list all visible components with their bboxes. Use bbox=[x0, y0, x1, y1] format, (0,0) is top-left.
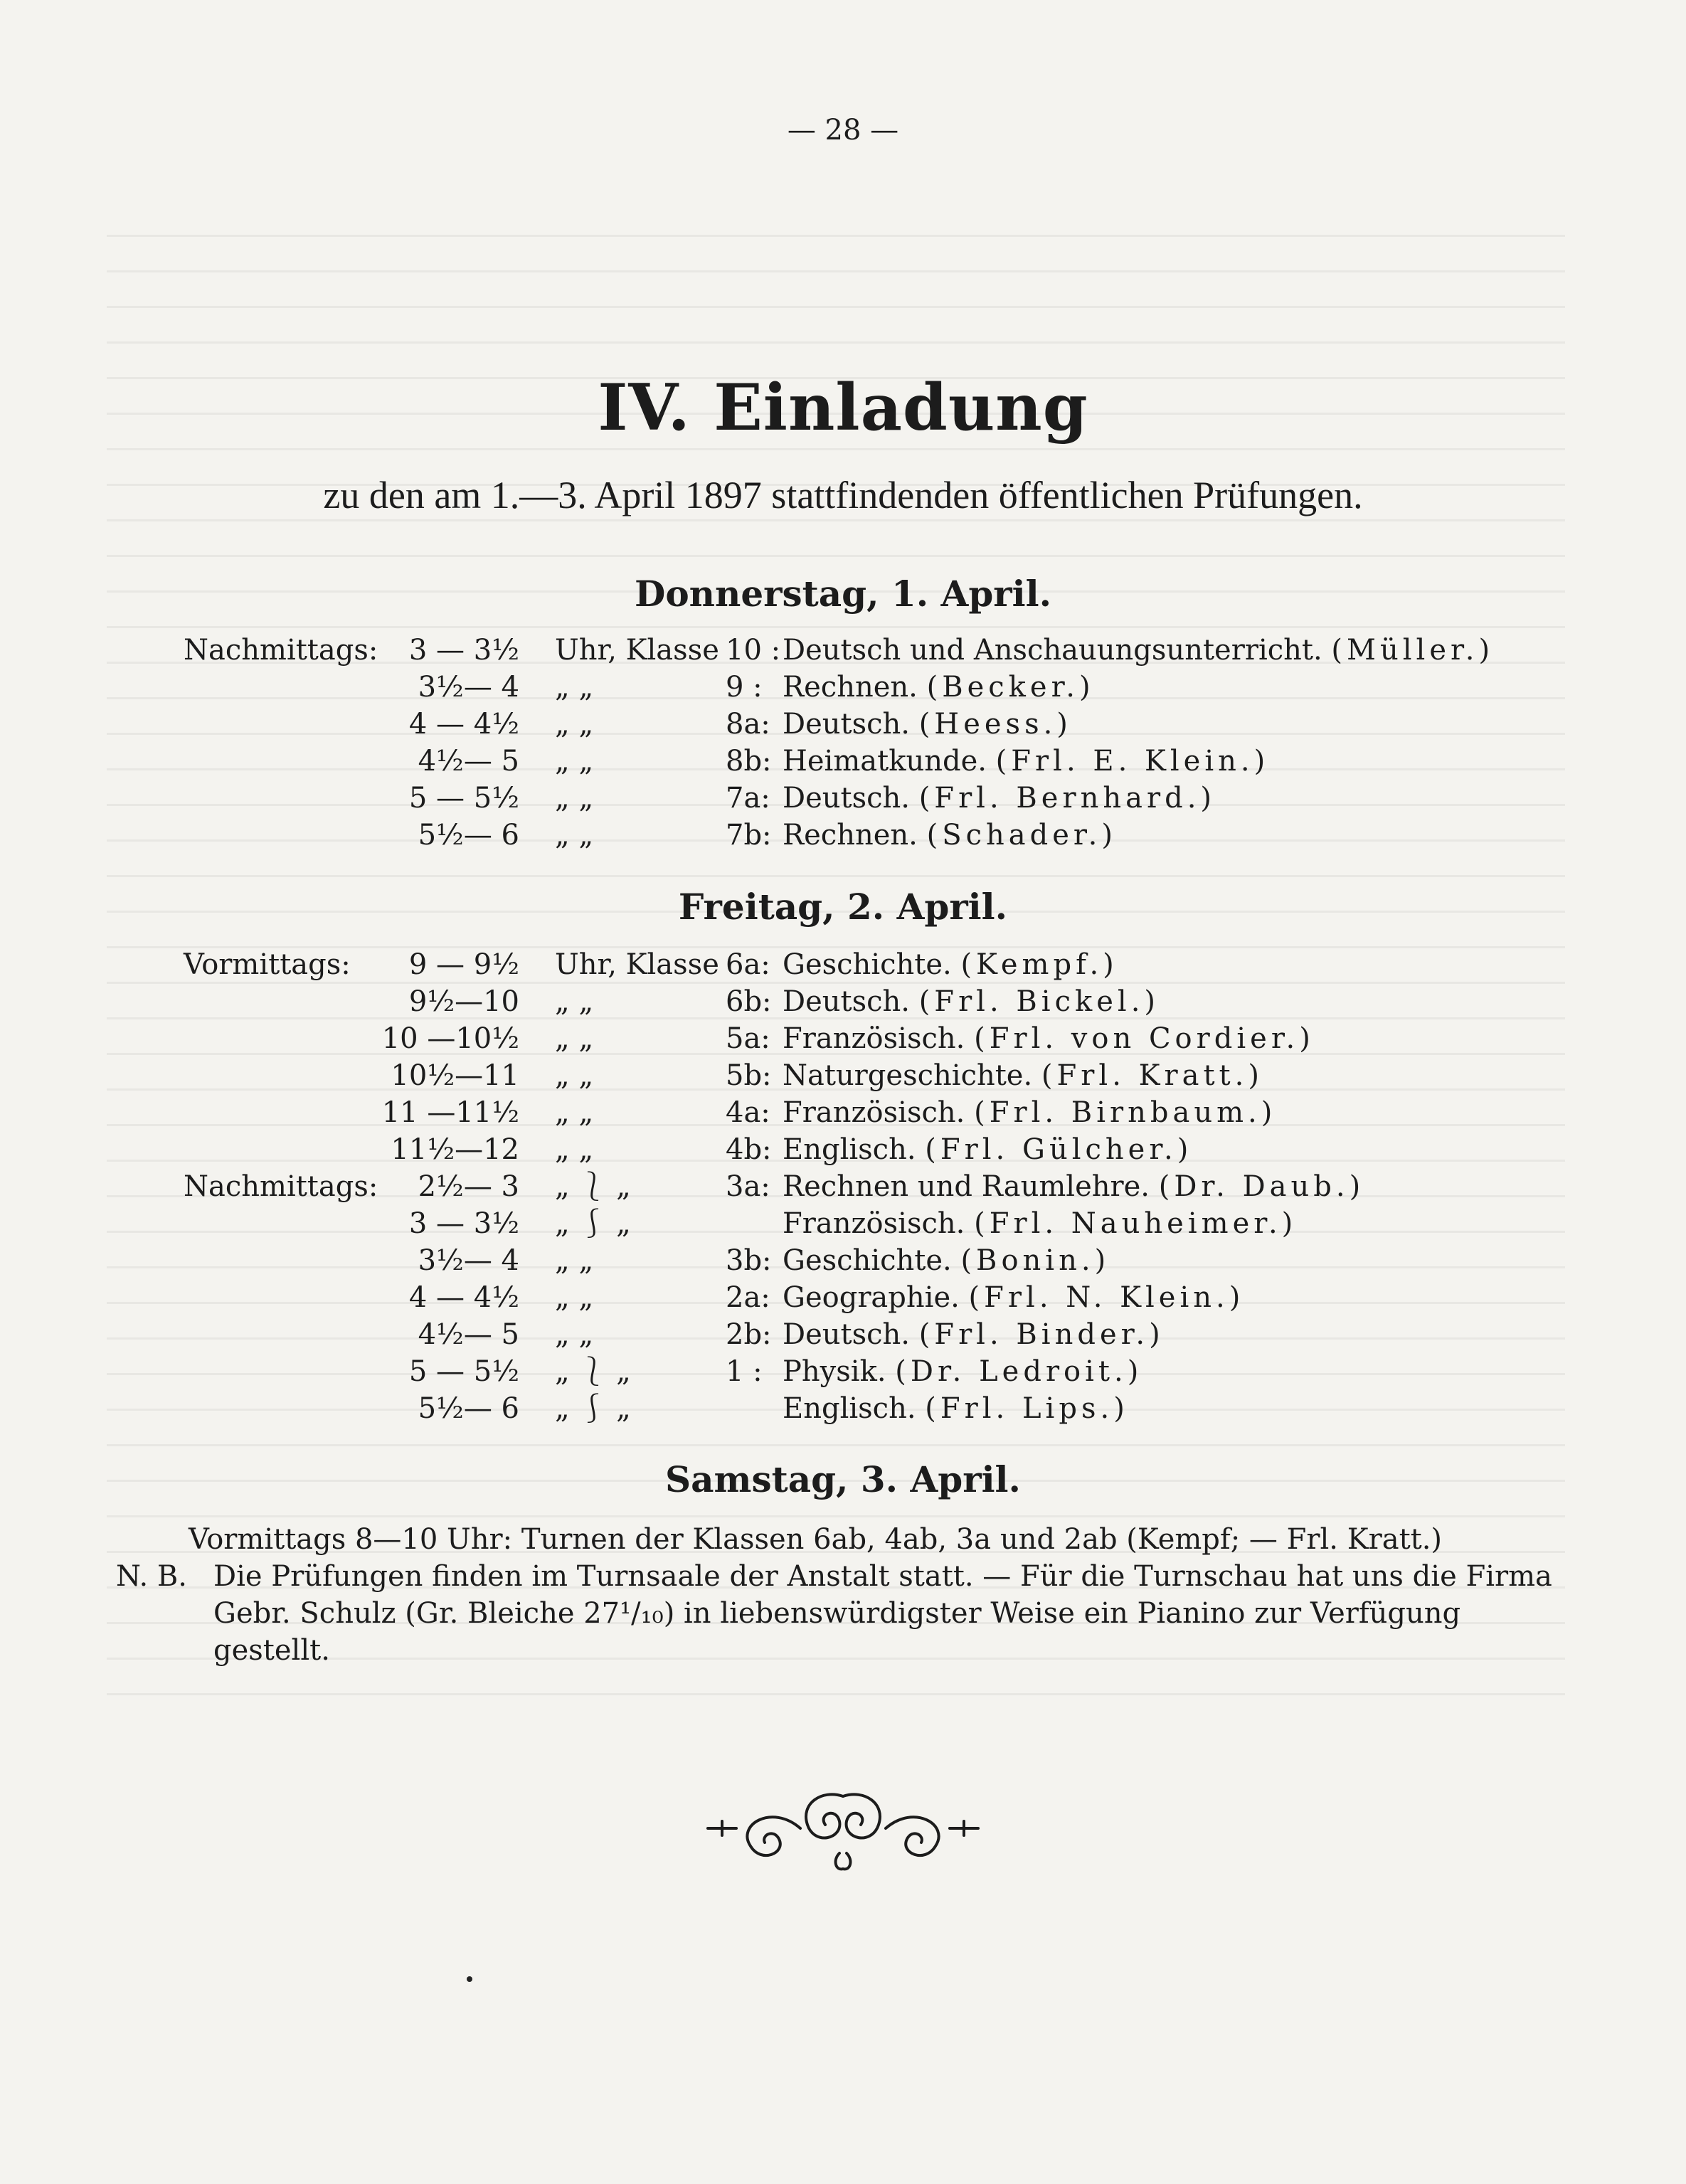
samstag-line: Vormittags 8—10 Uhr: Turnen der Klassen 6ab, 4ab, 3a und 2ab (Kempf; — Frl. Kratt.) bbox=[189, 1523, 1443, 1556]
row-teacher: (Frl. von Cordier.) bbox=[974, 1022, 1315, 1055]
schedule-row bbox=[0, 1242, 1686, 1279]
row-subject: Deutsch und Anschauungsunterricht. (Müller.) bbox=[783, 634, 1495, 667]
row-unit: „ „ bbox=[555, 1059, 594, 1092]
schedule-row bbox=[0, 780, 1686, 817]
row-subject: Französisch. (Frl. Birnbaum.) bbox=[783, 1096, 1277, 1129]
schedule-row bbox=[0, 669, 1686, 706]
row-subject: Heimatkunde. (Frl. E. Klein.) bbox=[783, 745, 1270, 778]
row-time: 5½— 6 bbox=[418, 1392, 519, 1425]
row-time: 3 — 3½ bbox=[408, 1207, 519, 1240]
row-unit: „ „ bbox=[555, 1133, 594, 1166]
nb-line-2: Gebr. Schulz (Gr. Bleiche 27¹/₁₀) in liebenswürdigster Weise ein Pianino zur Verfügung bbox=[213, 1597, 1461, 1630]
page-subtitle: zu den am 1.—3. April 1897 stattfindenden öffentlichen Prüfungen. bbox=[323, 474, 1363, 516]
row-class: 10 : bbox=[726, 634, 781, 667]
row-teacher: (Frl. Gülcher.) bbox=[925, 1133, 1193, 1166]
row-unit: „ „ bbox=[555, 1318, 594, 1351]
row-time: 2½— 3 bbox=[418, 1170, 519, 1203]
row-teacher: (Kempf.) bbox=[960, 948, 1118, 981]
row-subject: Naturgeschichte. (Frl. Kratt.) bbox=[783, 1059, 1263, 1092]
row-unit: „ „ bbox=[555, 1281, 594, 1314]
row-class: 9 : bbox=[726, 671, 763, 704]
row-teacher: (Frl. N. Klein.) bbox=[968, 1281, 1245, 1314]
row-teacher: (Dr. Ledroit.) bbox=[895, 1355, 1143, 1388]
row-unit: „ „ bbox=[555, 1022, 594, 1055]
row-class: 1 : bbox=[726, 1355, 763, 1388]
row-class: 3b: bbox=[726, 1244, 772, 1277]
row-time: 11½—12 bbox=[391, 1133, 519, 1166]
row-teacher: (Frl. Lips.) bbox=[925, 1392, 1129, 1425]
schedule-row bbox=[0, 1020, 1686, 1057]
schedule-row bbox=[0, 1168, 1686, 1205]
row-unit: „ „ bbox=[555, 745, 594, 778]
row-unit: „ „ bbox=[555, 1244, 594, 1277]
row-subject: Deutsch. (Frl. Bickel.) bbox=[783, 985, 1160, 1018]
row-subject: Geschichte. (Kempf.) bbox=[783, 948, 1118, 981]
row-period-label: Nachmittags: bbox=[184, 634, 378, 667]
row-time: 4½— 5 bbox=[418, 745, 519, 778]
row-time: 3 — 3½ bbox=[408, 634, 519, 667]
row-class: 2a: bbox=[726, 1281, 770, 1314]
day-heading-samstag: Samstag, 3. April. bbox=[665, 1458, 1021, 1500]
row-teacher: (Frl. Birnbaum.) bbox=[974, 1096, 1277, 1129]
row-subject: Englisch. (Frl. Gülcher.) bbox=[783, 1133, 1193, 1166]
row-teacher: (Frl. Kratt.) bbox=[1041, 1059, 1263, 1092]
day-heading-donnerstag: Donnerstag, 1. April. bbox=[634, 573, 1052, 615]
row-unit: „ ⎰ „ bbox=[555, 1392, 631, 1425]
row-class: 5b: bbox=[726, 1059, 772, 1092]
row-subject: Rechnen. (Schader.) bbox=[783, 819, 1117, 852]
row-subject: Deutsch. (Frl. Bernhard.) bbox=[783, 782, 1216, 815]
row-teacher: (Frl. Bickel.) bbox=[918, 985, 1160, 1018]
row-unit: „ „ bbox=[555, 1096, 594, 1129]
row-teacher: (Bonin.) bbox=[960, 1244, 1110, 1277]
schedule-row bbox=[0, 946, 1686, 983]
row-class: 4b: bbox=[726, 1133, 772, 1166]
row-period-label: Nachmittags: bbox=[184, 1170, 378, 1203]
row-time: 3½— 4 bbox=[418, 671, 519, 704]
day-heading-freitag: Freitag, 2. April. bbox=[678, 886, 1008, 928]
row-subject: Rechnen und Raumlehre. (Dr. Daub.) bbox=[783, 1170, 1365, 1203]
row-subject: Französisch. (Frl. Nauheimer.) bbox=[783, 1207, 1298, 1240]
row-teacher: (Schader.) bbox=[926, 819, 1117, 852]
ornament-flourish-icon bbox=[694, 1782, 992, 1875]
row-time: 9 — 9½ bbox=[408, 948, 519, 981]
row-teacher: (Becker.) bbox=[926, 671, 1095, 704]
row-time: 5 — 5½ bbox=[408, 782, 519, 815]
schedule-row bbox=[0, 1316, 1686, 1353]
schedule-row bbox=[0, 706, 1686, 743]
row-unit: Uhr, Klasse bbox=[555, 948, 719, 981]
row-period-label: Vormittags: bbox=[184, 948, 351, 981]
row-time: 3½— 4 bbox=[418, 1244, 519, 1277]
row-subject: Rechnen. (Becker.) bbox=[783, 671, 1095, 704]
row-class: 2b: bbox=[726, 1318, 772, 1351]
nb-label: N. B. bbox=[116, 1560, 187, 1593]
row-teacher: (Müller.) bbox=[1331, 634, 1495, 667]
row-teacher: (Heess.) bbox=[918, 708, 1072, 741]
row-unit: Uhr, Klasse bbox=[555, 634, 719, 667]
row-unit: „ „ bbox=[555, 782, 594, 815]
row-subject: Geographie. (Frl. N. Klein.) bbox=[783, 1281, 1245, 1314]
row-unit: „ ⎱ „ bbox=[555, 1170, 631, 1203]
schedule-row bbox=[0, 1205, 1686, 1242]
row-unit: „ „ bbox=[555, 819, 594, 852]
row-unit: „ „ bbox=[555, 985, 594, 1018]
schedule-row bbox=[0, 1131, 1686, 1168]
row-time: 5 — 5½ bbox=[408, 1355, 519, 1388]
row-subject: Deutsch. (Heess.) bbox=[783, 708, 1072, 741]
nb-line-1: Die Prüfungen finden im Turnsaale der Anstalt statt. — Für die Turnschau hat uns die Firma bbox=[213, 1560, 1552, 1593]
row-class: 4a: bbox=[726, 1096, 770, 1129]
row-unit: „ ⎰ „ bbox=[555, 1207, 631, 1240]
row-subject: Geschichte. (Bonin.) bbox=[783, 1244, 1110, 1277]
row-class: 7b: bbox=[726, 819, 772, 852]
row-class: 6b: bbox=[726, 985, 772, 1018]
row-subject: Französisch. (Frl. von Cordier.) bbox=[783, 1022, 1315, 1055]
row-subject: Deutsch. (Frl. Binder.) bbox=[783, 1318, 1165, 1351]
schedule-row bbox=[0, 1057, 1686, 1094]
page-number: — 28 — bbox=[787, 114, 899, 147]
row-teacher: (Frl. Bernhard.) bbox=[918, 782, 1216, 815]
schedule-row bbox=[0, 632, 1686, 669]
row-unit: „ ⎱ „ bbox=[555, 1355, 631, 1388]
row-unit: „ „ bbox=[555, 671, 594, 704]
row-time: 10½—11 bbox=[391, 1059, 519, 1092]
row-teacher: (Dr. Daub.) bbox=[1158, 1170, 1365, 1203]
row-time: 5½— 6 bbox=[418, 819, 519, 852]
row-class: 5a: bbox=[726, 1022, 770, 1055]
row-class: 8b: bbox=[726, 745, 772, 778]
row-time: 4 — 4½ bbox=[408, 1281, 519, 1314]
row-time: 9½—10 bbox=[408, 985, 519, 1018]
row-time: 4 — 4½ bbox=[408, 708, 519, 741]
schedule-row bbox=[0, 1353, 1686, 1390]
speck-dot bbox=[467, 1976, 472, 1982]
schedule-row bbox=[0, 983, 1686, 1020]
row-teacher: (Frl. Nauheimer.) bbox=[974, 1207, 1298, 1240]
row-teacher: (Frl. E. Klein.) bbox=[995, 745, 1270, 778]
schedule-row bbox=[0, 743, 1686, 780]
row-subject: Englisch. (Frl. Lips.) bbox=[783, 1392, 1129, 1425]
row-teacher: (Frl. Binder.) bbox=[918, 1318, 1165, 1351]
row-class: 8a: bbox=[726, 708, 770, 741]
row-unit: „ „ bbox=[555, 708, 594, 741]
page-title: IV. Einladung bbox=[598, 370, 1088, 445]
schedule-row bbox=[0, 817, 1686, 854]
row-class: 3a: bbox=[726, 1170, 770, 1203]
row-time: 11 —11½ bbox=[381, 1096, 519, 1129]
row-class: 6a: bbox=[726, 948, 770, 981]
row-time: 4½— 5 bbox=[418, 1318, 519, 1351]
row-class: 7a: bbox=[726, 782, 770, 815]
schedule-row bbox=[0, 1094, 1686, 1131]
schedule-row bbox=[0, 1279, 1686, 1316]
row-time: 10 —10½ bbox=[381, 1022, 519, 1055]
schedule-row bbox=[0, 1390, 1686, 1427]
nb-line-3: gestellt. bbox=[213, 1634, 330, 1667]
row-subject: Physik. (Dr. Ledroit.) bbox=[783, 1355, 1143, 1388]
